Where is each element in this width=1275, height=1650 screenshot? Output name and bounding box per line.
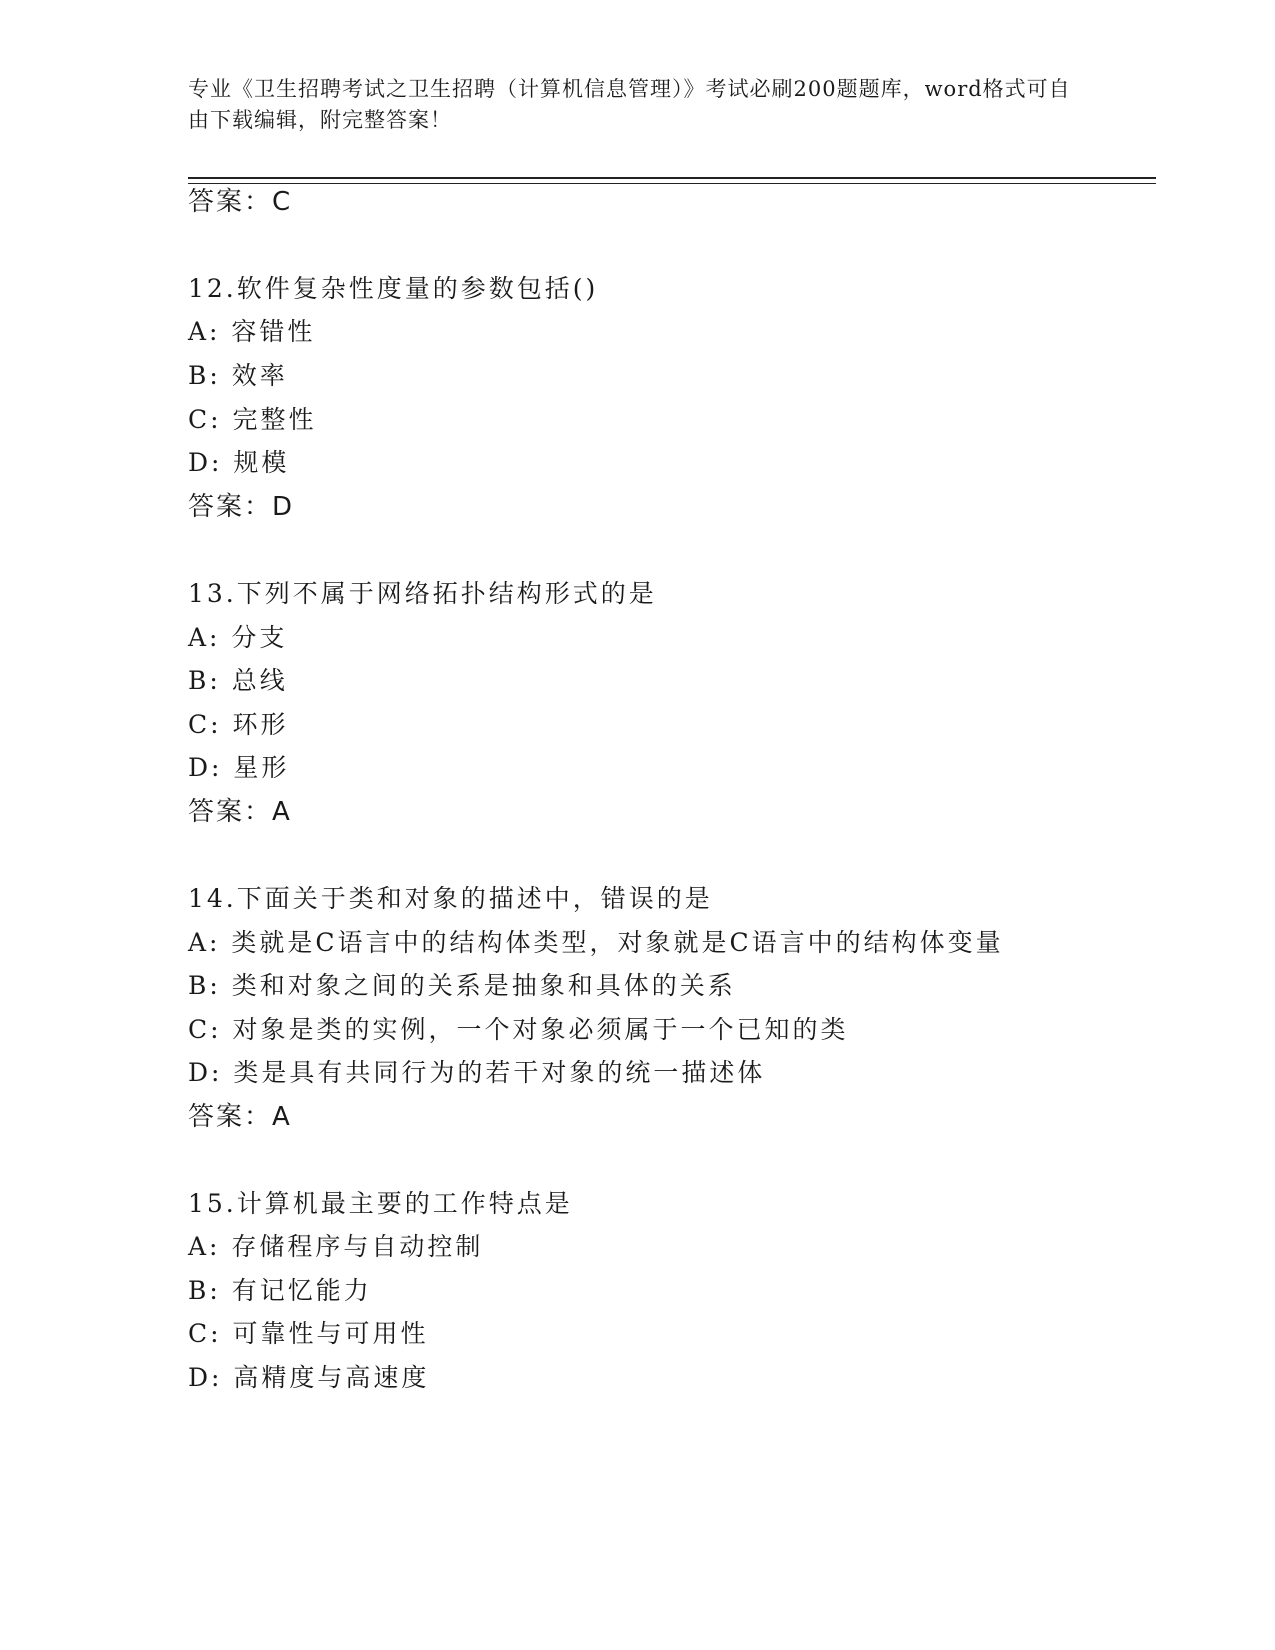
header-divider-thin (188, 183, 1156, 184)
question-15-option-c: C: 可靠性与可用性 (188, 1319, 429, 1348)
question-13-option-b: B: 总线 (188, 666, 288, 695)
question-12-option-b: B: 效率 (188, 361, 288, 390)
question-12-stem: 12.软件复杂性度量的参数包括() (188, 274, 599, 303)
question-13-option-c: C: 环形 (188, 710, 289, 739)
question-13-option-d: D: 星形 (188, 753, 290, 782)
question-15-option-a: A: 存储程序与自动控制 (188, 1232, 484, 1261)
question-14-option-d: D: 类是具有共同行为的若干对象的统一描述体 (188, 1058, 766, 1087)
question-15-option-d: D: 高精度与高速度 (188, 1363, 430, 1392)
question-12-option-d: D: 规模 (188, 448, 290, 477)
question-15-option-b: B: 有记忆能力 (188, 1276, 372, 1305)
header-divider (188, 177, 1156, 179)
question-15-stem: 15.计算机最主要的工作特点是 (188, 1189, 573, 1218)
question-14-option-c: C: 对象是类的实例，一个对象必须属于一个已知的类 (188, 1015, 849, 1044)
question-12-option-a: A: 容错性 (188, 317, 316, 346)
question-13-option-a: A: 分支 (188, 623, 288, 652)
question-14-stem: 14.下面关于类和对象的描述中，错误的是 (188, 884, 713, 913)
question-14-option-a: A: 类就是C语言中的结构体类型，对象就是C语言中的结构体变量 (188, 928, 1004, 957)
question-12-answer: 答案：D (188, 492, 295, 522)
document-header: 专业《卫生招聘考试之卫生招聘（计算机信息管理）》考试必刷200题题库，word格式可自由下载编辑，附完整答案！ (188, 77, 1071, 132)
answer-previous: 答案：C (188, 187, 293, 217)
question-13-stem: 13.下列不属于网络拓扑结构形式的是 (188, 579, 657, 608)
question-14-option-b: B: 类和对象之间的关系是抽象和具体的关系 (188, 971, 736, 1000)
question-12-option-c: C: 完整性 (188, 405, 317, 434)
question-14-answer: 答案：A (188, 1102, 292, 1132)
question-13-answer: 答案：A (188, 797, 292, 827)
